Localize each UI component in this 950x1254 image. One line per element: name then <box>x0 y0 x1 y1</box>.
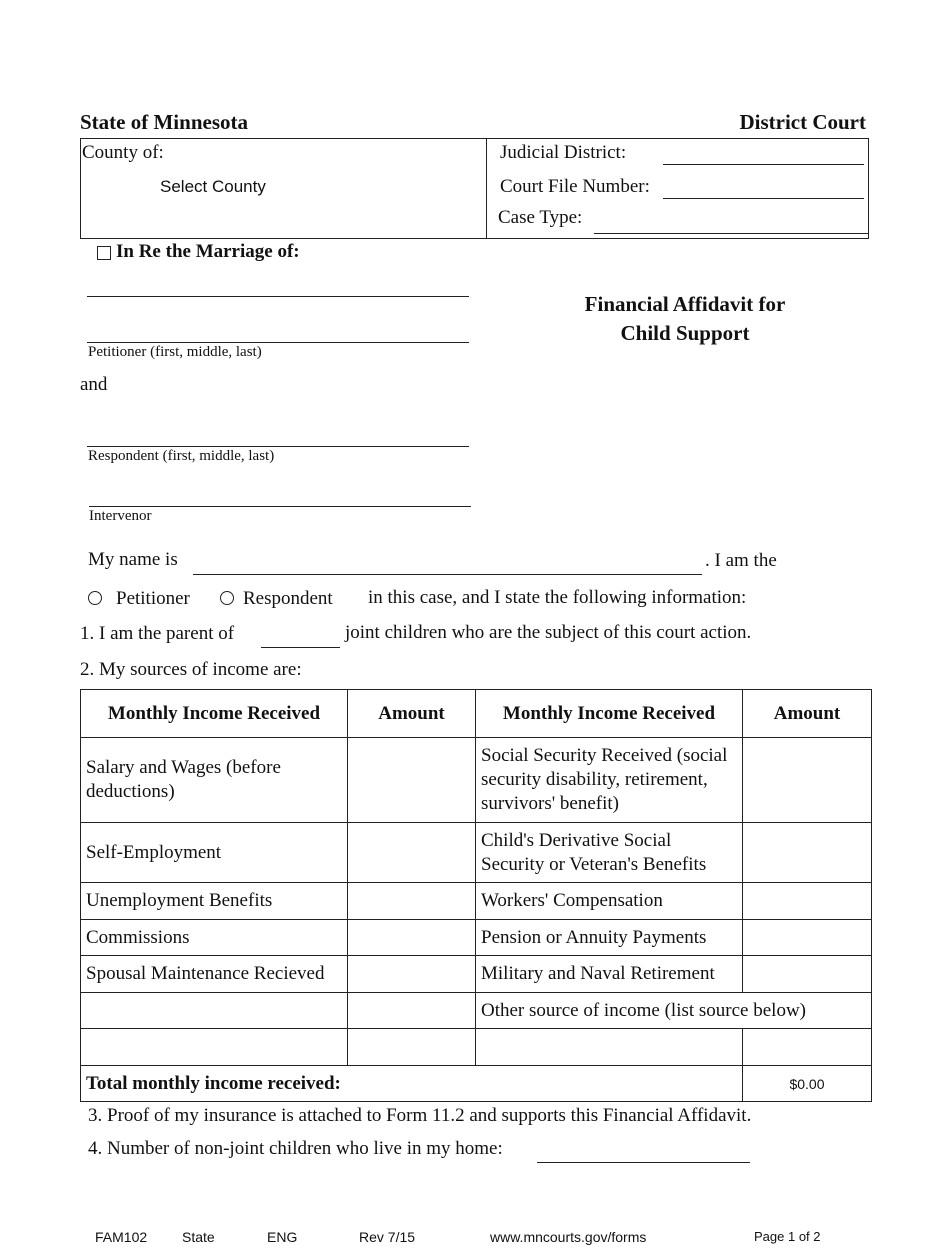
my-name-field[interactable] <box>193 574 702 575</box>
marriage-checkbox[interactable] <box>97 246 111 260</box>
amount-cell[interactable] <box>348 1029 476 1066</box>
income-source-cell: Pension or Annuity Payments <box>476 920 743 956</box>
header-divider <box>486 138 487 239</box>
amount-cell[interactable] <box>348 738 476 823</box>
header-amount-right: Amount <box>743 690 872 738</box>
income-source-cell: Commissions <box>81 920 348 956</box>
amount-cell[interactable] <box>743 823 872 883</box>
case-type-label: Case Type: <box>498 207 583 228</box>
state-title: State of Minnesota <box>80 110 248 134</box>
intervenor-name-field[interactable] <box>89 506 471 507</box>
footer-scope: State <box>182 1229 215 1245</box>
item2-text: 2. My sources of income are: <box>80 659 302 680</box>
petitioner-radio[interactable] <box>88 591 102 605</box>
income-source-cell[interactable] <box>81 1029 348 1066</box>
income-source-cell: Salary and Wages (before deductions) <box>81 738 348 823</box>
amount-cell[interactable] <box>348 993 476 1029</box>
footer-url[interactable]: www.mncourts.gov/forms <box>490 1229 647 1245</box>
header-monthly-income-left: Monthly Income Received <box>81 690 348 738</box>
marriage-label: In Re the Marriage of: <box>116 241 300 262</box>
footer-page-number: Page 1 of 2 <box>754 1229 821 1244</box>
amount-cell[interactable] <box>348 823 476 883</box>
item1-suffix: joint children who are the subject of this court action. <box>345 622 752 643</box>
case-type-field[interactable] <box>594 233 868 234</box>
table-row <box>81 738 872 823</box>
income-source-cell[interactable] <box>476 1029 743 1066</box>
table-row <box>81 1029 872 1066</box>
my-name-label: My name is <box>88 549 178 570</box>
document-title-line2: Child Support <box>620 321 750 345</box>
county-label: County of: <box>82 142 164 163</box>
court-file-number-field[interactable] <box>663 198 864 199</box>
income-source-cell: Unemployment Benefits <box>81 883 348 920</box>
header-amount-left: Amount <box>348 690 476 738</box>
joint-children-count-field[interactable] <box>261 647 340 648</box>
petitioner-label: Petitioner (first, middle, last) <box>88 344 262 360</box>
table-row <box>81 823 872 883</box>
income-source-cell: Military and Naval Retirement <box>476 956 743 993</box>
footer-revision: Rev 7/15 <box>359 1229 416 1245</box>
respondent-radio[interactable] <box>220 591 234 605</box>
respondent-name-field[interactable] <box>87 446 469 447</box>
footer-form-id: FAM102 <box>95 1229 148 1245</box>
judicial-district-label: Judicial District: <box>500 142 627 163</box>
non-joint-children-field[interactable] <box>537 1162 750 1163</box>
total-value[interactable]: $0.00 <box>743 1066 872 1102</box>
table-row <box>81 920 872 956</box>
county-select[interactable]: Select County <box>160 177 266 196</box>
amount-cell[interactable] <box>348 956 476 993</box>
income-source-cell: Self-Employment <box>81 823 348 883</box>
amount-cell[interactable] <box>743 956 872 993</box>
total-row <box>81 1066 872 1102</box>
item4-text: 4. Number of non-joint children who live in my home: <box>88 1138 503 1159</box>
intervenor-label: Intervenor <box>89 508 152 524</box>
income-source-cell[interactable] <box>81 993 348 1029</box>
document-title-line1: Financial Affidavit for <box>584 292 786 316</box>
amount-cell[interactable] <box>743 738 872 823</box>
header-monthly-income-right: Monthly Income Received <box>476 690 743 738</box>
i-am-the-text: . I am the <box>705 550 777 571</box>
respondent-label: Respondent (first, middle, last) <box>88 448 275 464</box>
judicial-district-field[interactable] <box>663 164 864 165</box>
in-this-case-text: in this case, and I state the following information: <box>368 587 747 608</box>
income-source-cell: Workers' Compensation <box>476 883 743 920</box>
amount-cell[interactable] <box>348 883 476 920</box>
petitioner-option-label: Petitioner <box>116 588 190 609</box>
footer-language: ENG <box>267 1229 298 1245</box>
court-title: District Court <box>739 110 866 134</box>
amount-cell[interactable] <box>743 920 872 956</box>
total-label: Total monthly income received: <box>81 1066 743 1102</box>
income-source-cell: Child's Derivative Social Security or Veteran's Benefits <box>476 823 743 883</box>
income-table <box>80 689 872 1102</box>
and-text: and <box>80 374 108 395</box>
income-source-cell: Social Security Received (social security disability, retirement, survivors' benefit) <box>476 738 743 823</box>
income-source-cell: Spousal Maintenance Recieved <box>81 956 348 993</box>
amount-cell[interactable] <box>348 920 476 956</box>
table-row <box>81 993 872 1029</box>
amount-cell[interactable] <box>743 883 872 920</box>
petitioner-name-field-2[interactable] <box>87 342 469 343</box>
respondent-option-label: Respondent <box>243 588 333 609</box>
amount-cell[interactable] <box>743 1029 872 1066</box>
income-table-header-row <box>81 690 872 738</box>
table-row <box>81 883 872 920</box>
table-row <box>81 956 872 993</box>
item3-text: 3. Proof of my insurance is attached to Form 11.2 and supports this Financial Affidavit. <box>88 1105 752 1126</box>
court-file-number-label: Court File Number: <box>500 176 650 197</box>
item1-prefix: 1. I am the parent of <box>80 623 235 644</box>
other-income-label-cell: Other source of income (list source below) <box>476 993 872 1029</box>
petitioner-name-field-1[interactable] <box>87 296 469 297</box>
